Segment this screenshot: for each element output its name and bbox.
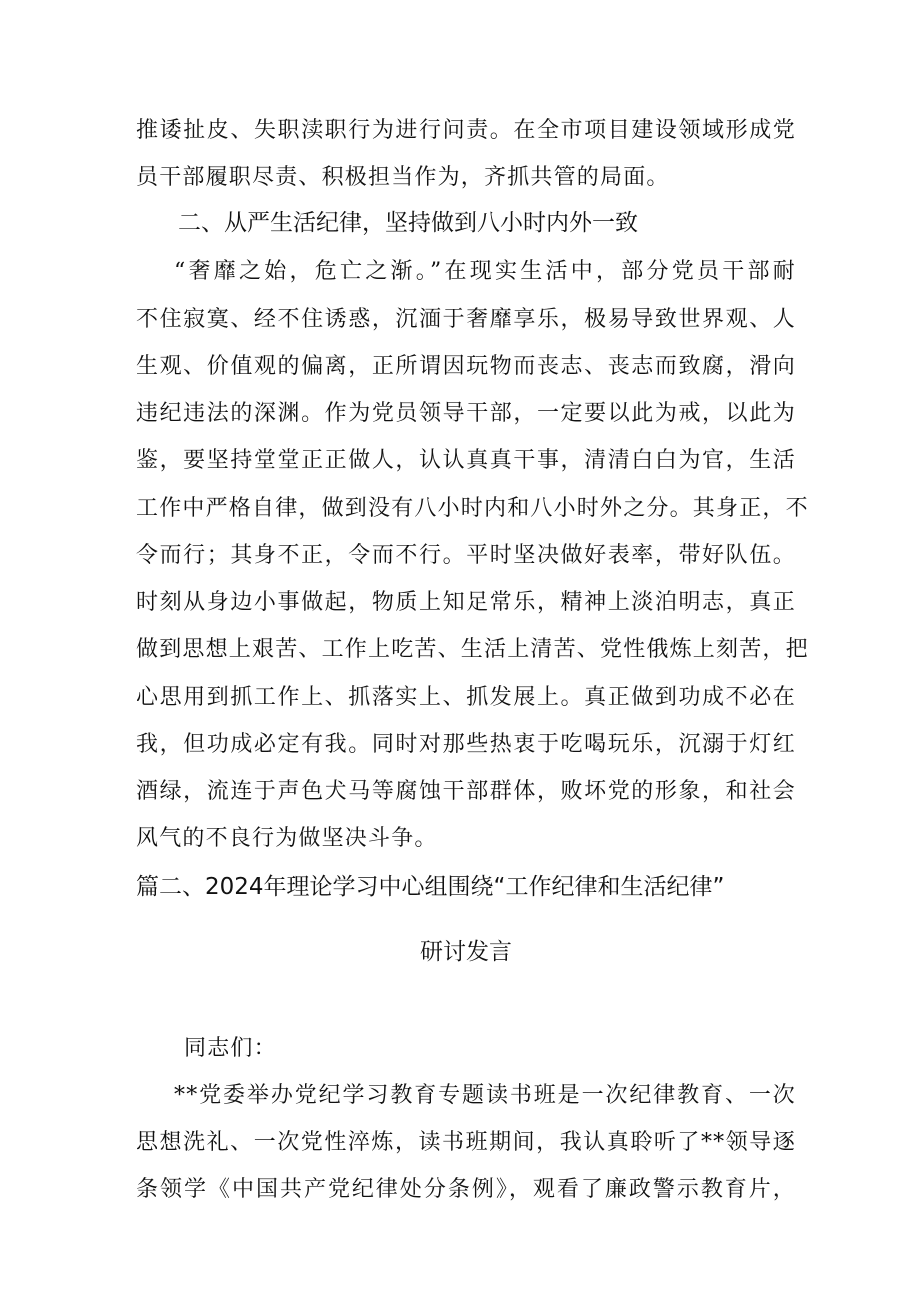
body-line: 风气的不良行为做坚决斗争。 bbox=[136, 826, 438, 851]
body-line: **党委举办党纪学习教育专题读书班是一次纪律教育、一次 bbox=[174, 1083, 796, 1108]
article-subtitle: 研讨发言 bbox=[420, 939, 512, 965]
body-line: 做到思想上艰苦、工作上吃苦、生活上清苦、党性俄炼上刻苦，把 bbox=[136, 637, 809, 662]
salutation: 同志们： bbox=[184, 1036, 277, 1061]
body-line: 心思用到抓工作上、抓落实上、抓发展上。真正做到功成不必在 bbox=[136, 685, 796, 710]
body-line: 推诿扯皮、失职渎职行为进行问责。在全市项目建设领域形成党 bbox=[136, 118, 796, 143]
body-line: 鉴，要坚持堂堂正正做人，认认真真干事，清清白白为官，生活 bbox=[136, 448, 796, 473]
body-line: 员干部履职尽责、积极担当作为，齐抓共管的局面。 bbox=[136, 165, 670, 190]
body-line: 时刻从身边小事做起，物质上知足常乐，精神上淡泊明志，真正 bbox=[136, 590, 796, 615]
body-line: 违纪违法的深渊。作为党员领导干部，一定要以此为戒，以此为 bbox=[136, 401, 796, 426]
body-line: 生观、价值观的偏离，正所谓因玩物而丧志、丧志而致腐，滑向 bbox=[136, 354, 796, 379]
body-line: 我，但功成必定有我。同时对那些热衷于吃喝玩乐，沉溺于灯红 bbox=[136, 732, 796, 757]
section-heading: 二、从严生活纪律，坚持做到八小时内外一致 bbox=[178, 210, 638, 236]
body-line: 令而行；其身不正，令而不行。平时坚决做好表率，带好队伍。 bbox=[136, 543, 796, 568]
article-title: 篇二、2024年理论学习中心组围绕“工作纪律和生活纪律” bbox=[136, 874, 725, 900]
body-line: 条领学《中国共产党纪律处分条例》，观看了廉政警示教育片， bbox=[136, 1177, 796, 1202]
body-line: “奢靡之始，危亡之渐。”在现实生活中，部分党员干部耐 bbox=[174, 259, 796, 284]
body-line: 思想洗礼、一次党性淬炼，读书班期间，我认真聆听了**领导逐 bbox=[136, 1130, 796, 1155]
body-line: 酒绿，流连于声色犬马等腐蚀干部群体，败坏党的形象，和社会 bbox=[136, 779, 796, 804]
body-line: 不住寂寞、经不住诱惑，沉湎于奢靡享乐，极易导致世界观、人 bbox=[136, 307, 796, 332]
body-line: 工作中严格自律，做到没有八小时内和八小时外之分。其身正，不 bbox=[136, 496, 809, 521]
